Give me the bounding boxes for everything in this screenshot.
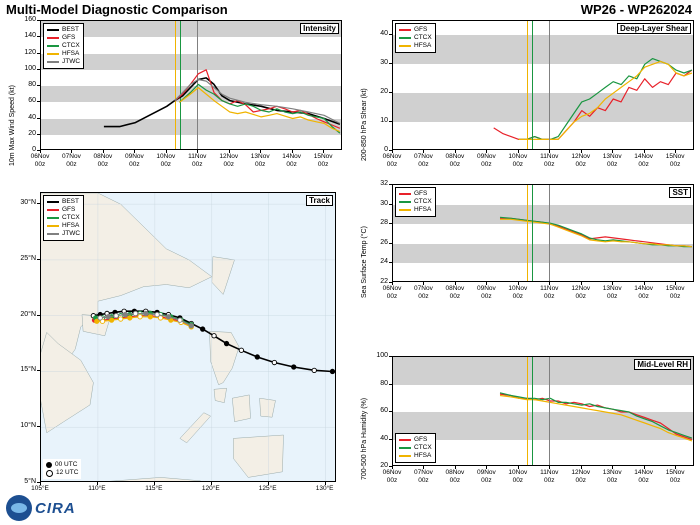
x-tick-label: 10Nov 00z <box>508 469 528 484</box>
y-tick-label: 40 <box>28 113 36 121</box>
legend-label: HFSA <box>62 50 80 57</box>
x-tick-label: 08Nov 00z <box>445 153 465 168</box>
legend-label: BEST <box>62 26 79 33</box>
x-tick-label: 11Nov 00z <box>540 285 559 300</box>
x-tick-mark <box>644 150 645 153</box>
x-tick-mark <box>229 150 230 153</box>
sst-lines <box>393 185 694 282</box>
x-tick-mark <box>549 282 550 285</box>
panel-mid-level-rh <box>352 352 700 492</box>
x-tick-label: 14Nov 00z <box>634 469 654 484</box>
x-tick-mark <box>486 150 487 153</box>
x-tick-mark <box>423 466 424 469</box>
legend-item-hfsa <box>47 50 80 58</box>
legend-item-ctcx <box>47 42 80 50</box>
legend-item-jtwc <box>47 58 80 66</box>
legend-swatch <box>47 61 59 63</box>
panel-track <box>0 188 348 518</box>
marker-legend-label: 00 UTC <box>55 461 78 468</box>
x-tick-label: 14Nov 00z <box>634 153 654 168</box>
y-tick-mark <box>37 20 40 21</box>
x-tick-mark <box>612 282 613 285</box>
map-graphics <box>41 193 336 482</box>
y-tick-mark <box>37 36 40 37</box>
x-tick-mark <box>549 466 550 469</box>
y-tick-mark <box>389 34 392 35</box>
x-tick-mark <box>455 282 456 285</box>
x-tick-label: 06Nov 00z <box>382 153 402 168</box>
y-tick-mark <box>37 101 40 102</box>
y-tick-label: 30 <box>380 59 388 67</box>
y-tick-label: 100 <box>376 352 388 359</box>
x-tick-label: 13Nov 00z <box>602 153 622 168</box>
y-tick-mark <box>37 69 40 70</box>
intensity-lines <box>41 21 342 150</box>
map-y-tick-mark <box>37 203 40 204</box>
map-x-tick-mark <box>325 482 326 485</box>
x-tick-mark <box>455 150 456 153</box>
shear-panel-label: Deep-Layer Shear <box>617 23 691 34</box>
x-tick-mark <box>612 466 613 469</box>
map-y-tick-label: 25°N <box>20 254 36 262</box>
y-tick-label: 24 <box>380 258 388 266</box>
track-map-area[interactable] <box>40 192 336 482</box>
legend-item-ctcx <box>47 214 80 222</box>
x-tick-label: 11Nov 00z <box>188 153 207 168</box>
x-tick-mark <box>675 150 676 153</box>
map-y-tick-label: 10°N <box>20 422 36 430</box>
y-tick-mark <box>389 262 392 263</box>
y-tick-label: 10 <box>380 117 388 125</box>
y-tick-label: 22 <box>380 278 388 285</box>
y-tick-mark <box>37 85 40 86</box>
map-x-tick-label: 105°E <box>31 485 49 492</box>
legend-swatch <box>399 45 411 47</box>
track-marker-legend <box>43 459 81 479</box>
y-tick-label: 20 <box>380 88 388 96</box>
vline-hfsa-init <box>527 357 528 465</box>
x-tick-label: 06Nov 00z <box>30 153 50 168</box>
x-tick-label: 09Nov 00z <box>476 285 496 300</box>
legend-swatch <box>47 209 59 211</box>
x-tick-label: 07Nov 00z <box>62 153 81 168</box>
x-tick-mark <box>518 282 519 285</box>
y-tick-label: 30 <box>380 199 388 207</box>
map-x-tick-mark <box>211 482 212 485</box>
legend-swatch <box>399 29 411 31</box>
shear-plot-area <box>392 20 694 150</box>
legend-swatch <box>399 455 411 457</box>
vline-analysis-time <box>549 357 550 465</box>
map-x-tick-label: 125°E <box>258 485 277 492</box>
x-tick-mark <box>549 150 550 153</box>
x-tick-label: 13Nov 00z <box>602 285 622 300</box>
x-tick-mark <box>197 150 198 153</box>
y-tick-mark <box>389 356 392 357</box>
sst-legend <box>395 187 436 217</box>
legend-swatch <box>47 217 59 219</box>
x-tick-label: 08Nov 00z <box>445 285 465 300</box>
sst-panel-label: SST <box>669 187 691 198</box>
x-tick-mark <box>392 150 393 153</box>
y-tick-label: 0 <box>384 146 388 153</box>
y-tick-label: 0 <box>32 146 36 153</box>
legend-swatch <box>399 193 411 195</box>
intensity-panel-label: Intensity <box>300 23 339 34</box>
x-tick-label: 12Nov 00z <box>571 153 591 168</box>
cira-badge-icon <box>6 495 32 521</box>
rh-panel-label: Mid-Level RH <box>634 359 691 370</box>
map-x-tick-label: 110°E <box>88 485 106 492</box>
x-tick-mark <box>486 466 487 469</box>
x-tick-mark <box>292 150 293 153</box>
map-x-tick-label: 115°E <box>145 485 163 492</box>
x-tick-label: 08Nov 00z <box>93 153 113 168</box>
x-tick-mark <box>486 282 487 285</box>
filled-circle-icon <box>46 462 52 468</box>
map-y-tick-mark <box>37 259 40 260</box>
x-tick-label: 15Nov 00z <box>313 153 333 168</box>
x-tick-label: 11Nov 00z <box>540 153 559 168</box>
map-x-tick-mark <box>40 482 41 485</box>
x-tick-label: 10Nov 00z <box>508 285 528 300</box>
x-tick-mark <box>392 282 393 285</box>
vline-analysis-time <box>549 185 550 281</box>
x-tick-label: 07Nov 00z <box>414 153 433 168</box>
shear-lines <box>393 21 694 150</box>
legend-item-gfs <box>399 436 432 444</box>
x-tick-label: 09Nov 00z <box>476 153 496 168</box>
map-y-tick-mark <box>37 370 40 371</box>
x-tick-label: 13Nov 00z <box>602 469 622 484</box>
legend-item-jtwc <box>47 230 80 238</box>
legend-item-ctcx <box>399 34 432 42</box>
legend-label: GFS <box>62 206 76 213</box>
y-tick-label: 140 <box>24 32 36 40</box>
x-tick-mark <box>134 150 135 153</box>
y-tick-label: 100 <box>24 64 36 72</box>
x-tick-mark <box>581 282 582 285</box>
legend-item-best <box>47 198 80 206</box>
legend-swatch <box>47 37 59 39</box>
cira-logo <box>6 495 76 521</box>
track-panel-label: Track <box>306 195 333 206</box>
legend-label: CTCX <box>62 42 80 49</box>
y-tick-label: 32 <box>380 180 388 187</box>
x-tick-mark <box>644 466 645 469</box>
legend-item-hfsa <box>399 42 432 50</box>
rh-plot-area <box>392 356 694 466</box>
vline-analysis-time <box>549 21 550 149</box>
legend-item-hfsa <box>399 206 432 214</box>
x-tick-label: 14Nov 00z <box>634 285 654 300</box>
x-tick-mark <box>166 150 167 153</box>
legend-swatch <box>47 45 59 47</box>
y-tick-mark <box>389 121 392 122</box>
x-tick-label: 12Nov 00z <box>571 285 591 300</box>
map-y-tick-mark <box>37 426 40 427</box>
y-tick-label: 40 <box>380 434 388 442</box>
legend-label: HFSA <box>414 206 432 213</box>
shear-y-axis-label: 200-850 hPa Shear (kt) <box>361 88 368 161</box>
legend-swatch <box>399 447 411 449</box>
x-tick-mark <box>675 282 676 285</box>
map-x-tick-mark <box>154 482 155 485</box>
legend-swatch <box>47 201 59 203</box>
legend-item-gfs <box>47 206 80 214</box>
y-tick-mark <box>37 118 40 119</box>
y-tick-mark <box>389 223 392 224</box>
legend-label: HFSA <box>414 452 432 459</box>
x-tick-mark <box>260 150 261 153</box>
x-tick-mark <box>612 150 613 153</box>
panel-deep-layer-shear <box>352 16 700 176</box>
x-tick-mark <box>423 150 424 153</box>
page-title: Multi-Model Diagnostic Comparison <box>6 2 228 17</box>
y-tick-mark <box>389 92 392 93</box>
shear-legend <box>395 23 436 53</box>
x-tick-mark <box>581 150 582 153</box>
map-x-tick-mark <box>268 482 269 485</box>
legend-label: GFS <box>414 26 428 33</box>
y-tick-label: 28 <box>380 219 388 227</box>
x-tick-mark <box>40 150 41 153</box>
y-tick-mark <box>389 384 392 385</box>
y-tick-label: 120 <box>24 48 36 56</box>
x-tick-mark <box>644 282 645 285</box>
intensity-legend <box>43 23 84 69</box>
map-x-tick-label: 120°E <box>201 485 220 492</box>
track-legend <box>43 195 84 241</box>
x-tick-label: 10Nov 00z <box>508 153 528 168</box>
x-tick-label: 09Nov 00z <box>124 153 144 168</box>
map-y-tick-label: 15°N <box>20 366 36 374</box>
map-y-tick-label: 5°N <box>24 478 36 485</box>
x-tick-mark <box>71 150 72 153</box>
vline-ctcx-init <box>532 21 533 149</box>
legend-swatch <box>399 209 411 211</box>
x-tick-label: 08Nov 00z <box>445 469 465 484</box>
x-tick-mark <box>518 466 519 469</box>
marker-legend-label: 12 UTC <box>56 469 79 476</box>
map-y-tick-label: 30°N <box>20 199 36 207</box>
y-tick-mark <box>389 243 392 244</box>
map-y-tick-label: 20°N <box>20 310 36 318</box>
y-tick-label: 80 <box>28 81 36 88</box>
legend-item-gfs <box>47 34 80 42</box>
legend-item-best <box>47 26 80 34</box>
legend-swatch <box>47 53 59 55</box>
rh-lines <box>393 357 694 466</box>
vline-ctcx-init <box>532 185 533 281</box>
legend-item-ctcx <box>399 198 432 206</box>
legend-label: CTCX <box>62 214 80 221</box>
y-tick-mark <box>389 63 392 64</box>
x-tick-label: 14Nov 00z <box>282 153 302 168</box>
legend-label: CTCX <box>414 444 432 451</box>
x-tick-mark <box>392 466 393 469</box>
x-tick-mark <box>423 282 424 285</box>
y-tick-label: 26 <box>380 238 388 246</box>
x-tick-label: 12Nov 00z <box>219 153 239 168</box>
open-circle-icon <box>46 470 53 477</box>
y-tick-mark <box>37 134 40 135</box>
legend-swatch <box>47 29 59 31</box>
vline-hfsa-init <box>527 21 528 149</box>
legend-item-ctcx <box>399 444 432 452</box>
map-y-tick-mark <box>37 315 40 316</box>
legend-item-gfs <box>399 190 432 198</box>
y-tick-label: 60 <box>28 97 36 105</box>
legend-label: GFS <box>414 190 428 197</box>
x-tick-label: 13Nov 00z <box>250 153 270 168</box>
y-tick-mark <box>389 411 392 412</box>
legend-item-hfsa <box>399 452 432 460</box>
y-tick-label: 40 <box>380 30 388 38</box>
sst-y-axis-label: Sea Surface Temp (°C) <box>361 226 368 298</box>
y-tick-label: 60 <box>380 407 388 414</box>
y-tick-mark <box>37 53 40 54</box>
storm-id-title: WP26 - WP262024 <box>580 2 692 17</box>
x-tick-mark <box>675 466 676 469</box>
x-tick-label: 06Nov 00z <box>382 285 402 300</box>
legend-swatch <box>47 233 59 235</box>
x-tick-label: 07Nov 00z <box>414 469 433 484</box>
y-tick-mark <box>389 184 392 185</box>
legend-label: HFSA <box>62 222 80 229</box>
map-x-tick-mark <box>97 482 98 485</box>
map-x-tick-label: 130°E <box>315 485 334 492</box>
sst-plot-area <box>392 184 694 282</box>
panel-intensity <box>0 16 348 176</box>
legend-label: BEST <box>62 198 79 205</box>
rh-legend <box>395 433 436 463</box>
x-tick-label: 07Nov 00z <box>414 285 433 300</box>
x-tick-mark <box>103 150 104 153</box>
legend-swatch <box>399 37 411 39</box>
legend-item-hfsa <box>47 222 80 230</box>
x-tick-mark <box>581 466 582 469</box>
x-tick-label: 15Nov 00z <box>665 153 685 168</box>
x-tick-mark <box>323 150 324 153</box>
x-tick-label: 06Nov 00z <box>382 469 402 484</box>
x-tick-mark <box>518 150 519 153</box>
legend-label: GFS <box>62 34 76 41</box>
y-tick-mark <box>389 439 392 440</box>
marker-legend-00utc <box>46 461 78 469</box>
x-tick-label: 15Nov 00z <box>665 285 685 300</box>
vline-ctcx-init <box>532 357 533 465</box>
y-tick-label: 80 <box>380 379 388 387</box>
intensity-plot-area <box>40 20 342 150</box>
legend-swatch <box>399 439 411 441</box>
legend-label: HFSA <box>414 42 432 49</box>
legend-label: CTCX <box>414 198 432 205</box>
legend-label: JTWC <box>62 58 81 65</box>
vline-hfsa-init <box>527 185 528 281</box>
legend-label: GFS <box>414 436 428 443</box>
panel-sst <box>352 180 700 308</box>
legend-swatch <box>47 225 59 227</box>
x-tick-label: 12Nov 00z <box>571 469 591 484</box>
y-tick-label: 160 <box>24 16 36 23</box>
x-tick-label: 09Nov 00z <box>476 469 496 484</box>
x-tick-label: 11Nov 00z <box>540 469 559 484</box>
legend-swatch <box>399 201 411 203</box>
legend-item-gfs <box>399 26 432 34</box>
y-tick-mark <box>389 204 392 205</box>
x-tick-label: 15Nov 00z <box>665 469 685 484</box>
cira-wordmark: CIRA <box>35 499 76 517</box>
intensity-y-axis-label: 10m Max Wind Speed (kt) <box>9 85 16 166</box>
x-tick-mark <box>455 466 456 469</box>
x-tick-label: 10Nov 00z <box>156 153 176 168</box>
legend-label: CTCX <box>414 34 432 41</box>
marker-legend-12utc <box>46 469 78 477</box>
rh-y-axis-label: 700-500 hPa Humidity (%) <box>361 397 368 480</box>
y-tick-label: 20 <box>28 129 36 137</box>
y-tick-label: 20 <box>380 462 388 469</box>
legend-label: JTWC <box>62 230 81 237</box>
